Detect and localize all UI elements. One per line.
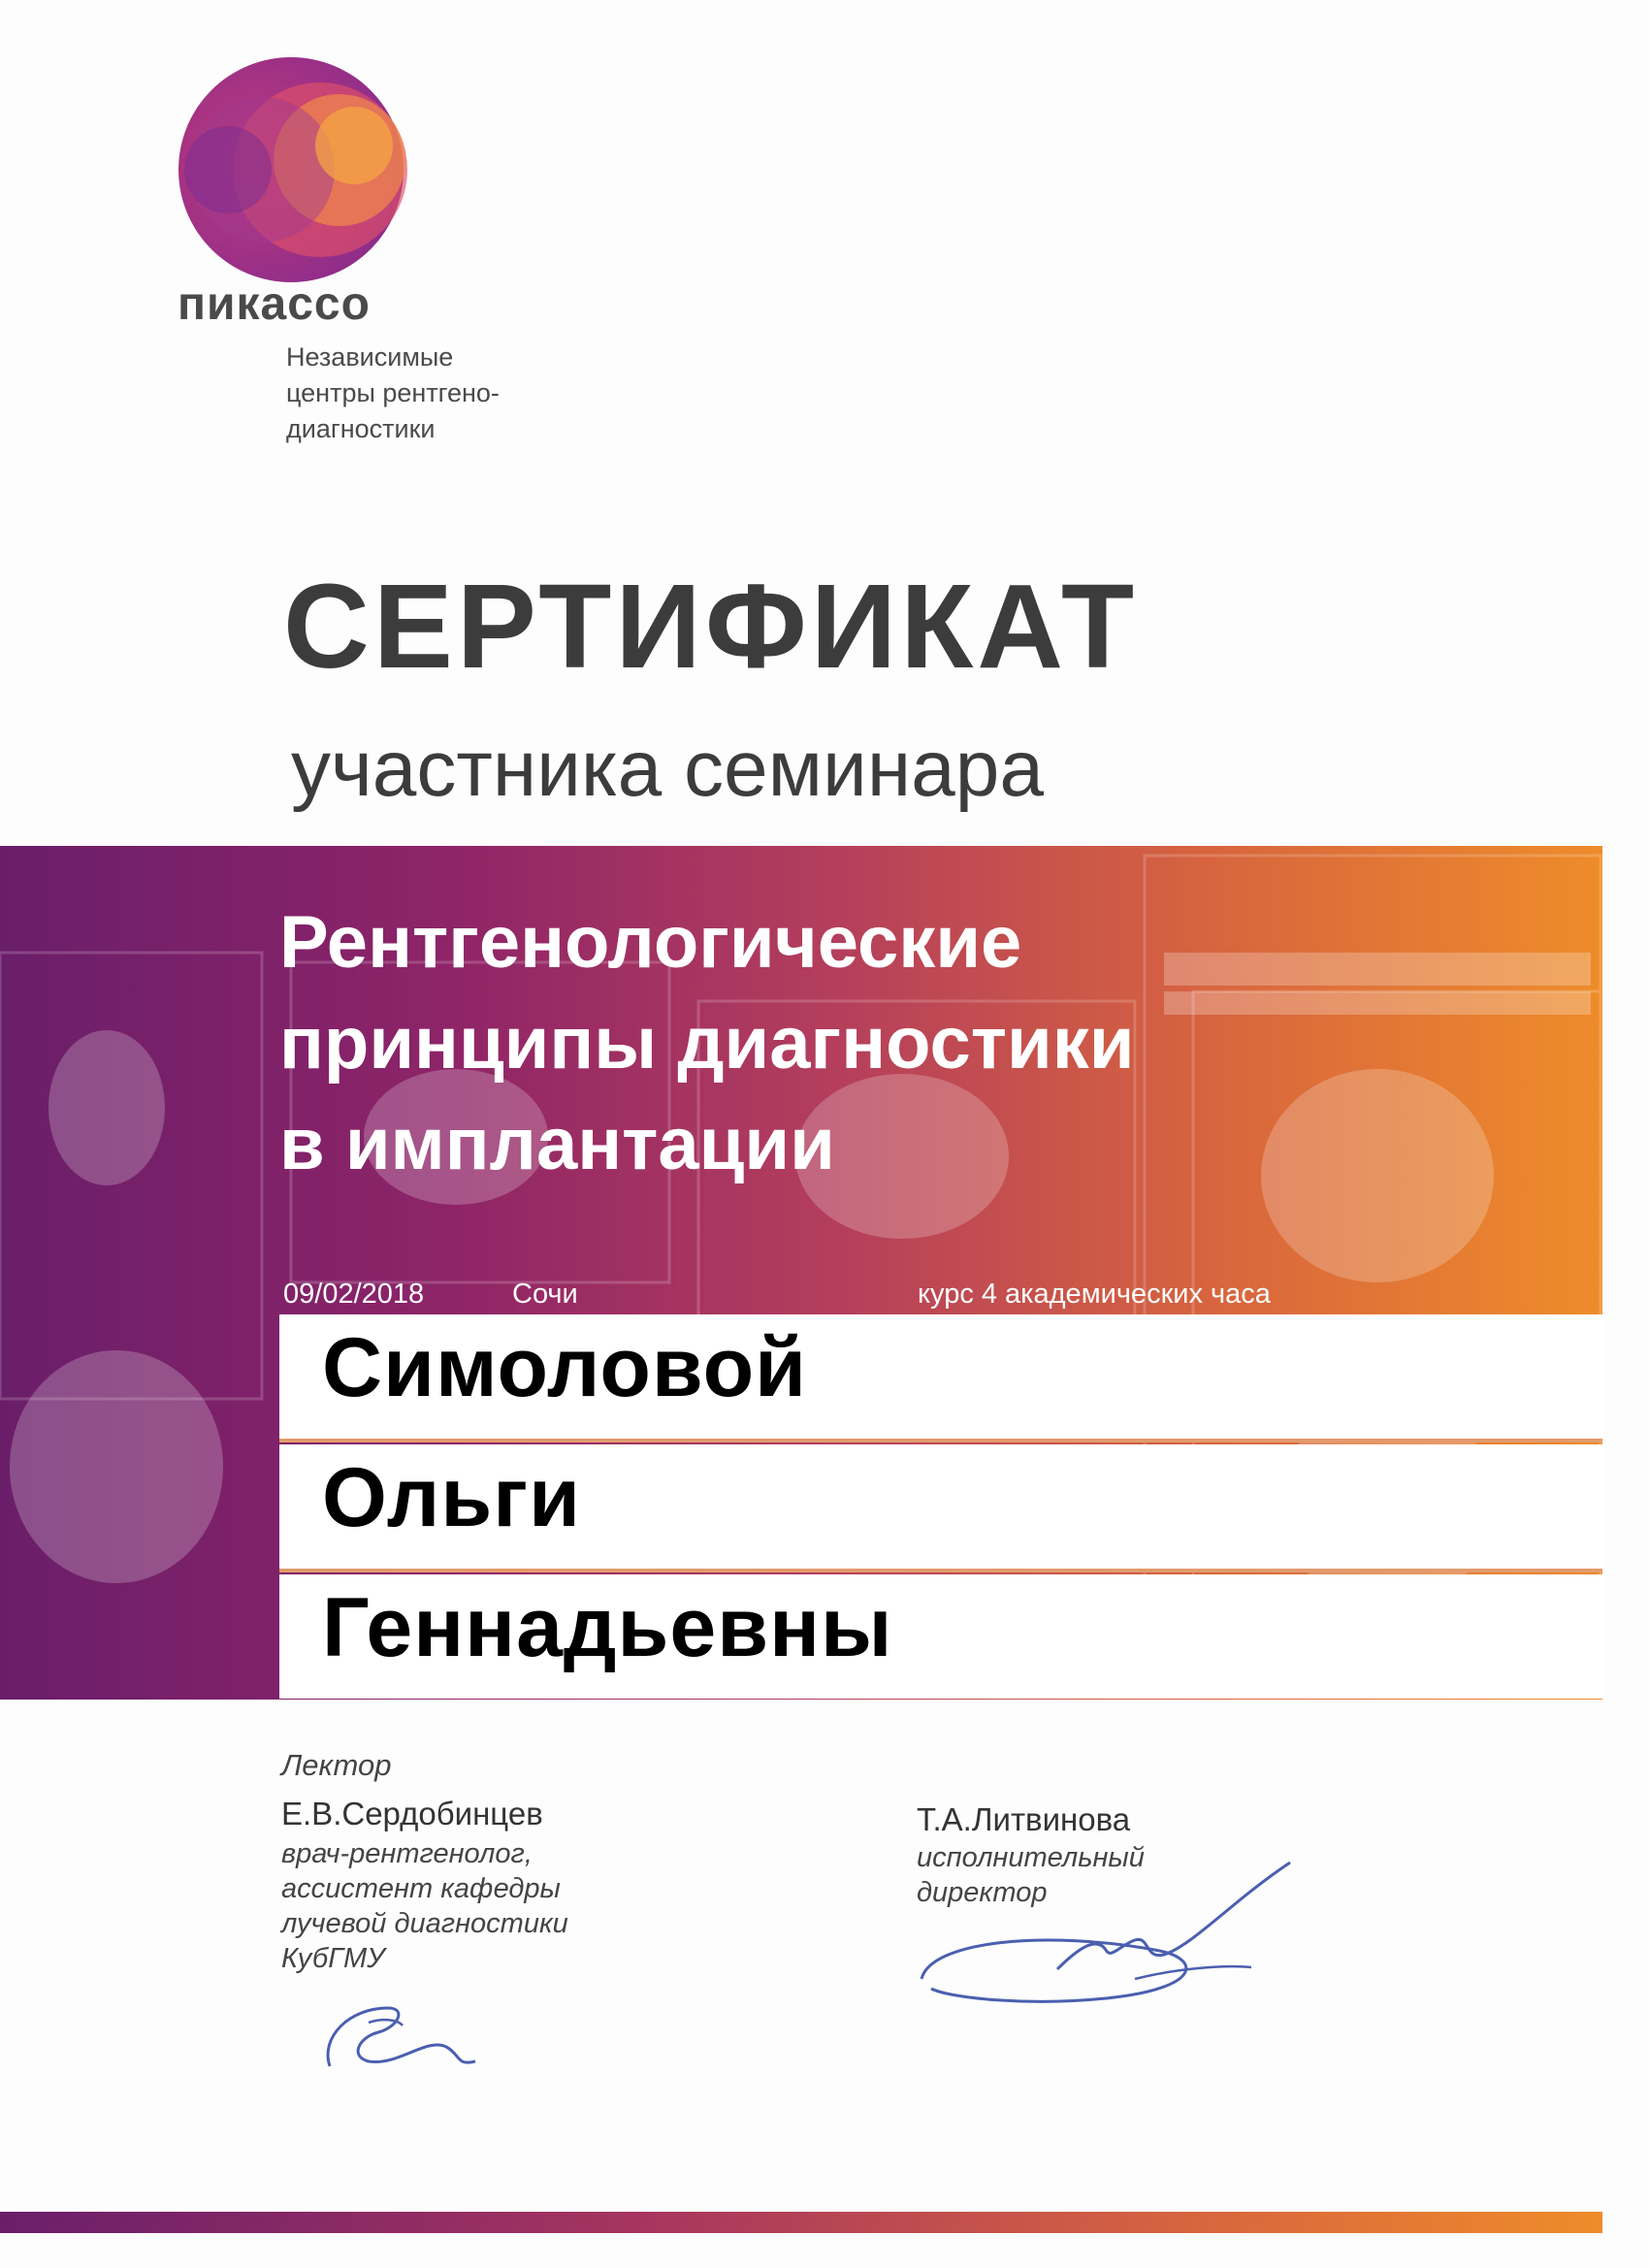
seminar-city: Сочи: [512, 1279, 578, 1310]
participant-first-name: Ольги: [322, 1451, 581, 1544]
seminar-date: 09/02/2018: [283, 1279, 425, 1310]
brand-name: пикассо: [178, 278, 371, 330]
participant-patronymic-row: [279, 1574, 1602, 1699]
director-role-line: директор: [917, 1877, 1048, 1908]
participant-surname: Симоловой: [322, 1321, 808, 1414]
lecturer-role-line: ассистент кафедры: [281, 1873, 561, 1904]
tagline-line: Независимые: [286, 342, 454, 372]
director-signature-icon: [912, 1843, 1300, 2037]
seminar-title-line: в имплантации: [279, 1103, 835, 1185]
lecturer-role-line: КубГМУ: [281, 1943, 385, 1974]
seminar-title-line: Рентгенологические: [279, 901, 1022, 984]
lecturer-name: Е.В.Сердобинцев: [281, 1796, 543, 1831]
participant-surname-row: [279, 1314, 1602, 1442]
participant-patronymic: Геннадьевны: [322, 1581, 893, 1674]
tagline-line: диагностики: [286, 414, 436, 443]
certificate-title: СЕРТИФИКАТ: [283, 561, 1139, 694]
lecturer-role: [281, 1836, 669, 1976]
brand-logo-icon: [175, 53, 407, 286]
seminar-title: [279, 892, 1540, 1195]
lecturer-signature-icon: [310, 1969, 504, 2086]
seminar-course: курс 4 академических часа: [918, 1279, 1271, 1310]
lecturer-role-line: врач-рентгенолог,: [281, 1838, 533, 1869]
brand-tagline: [286, 340, 597, 447]
certificate-subtitle: участника семинара: [291, 725, 1044, 813]
seminar-title-line: принципы диагностики: [279, 1002, 1135, 1085]
participant-first-name-row: [279, 1444, 1602, 1572]
lecturer-label: Лектор: [281, 1748, 392, 1782]
director-name: Т.А.Литвинова: [917, 1801, 1131, 1837]
bottom-gradient-strip: [0, 2212, 1602, 2233]
director-role-line: исполнительный: [917, 1842, 1145, 1873]
tagline-line: центры рентгено-: [286, 378, 500, 407]
lecturer-role-line: лучевой диагностики: [281, 1908, 568, 1939]
